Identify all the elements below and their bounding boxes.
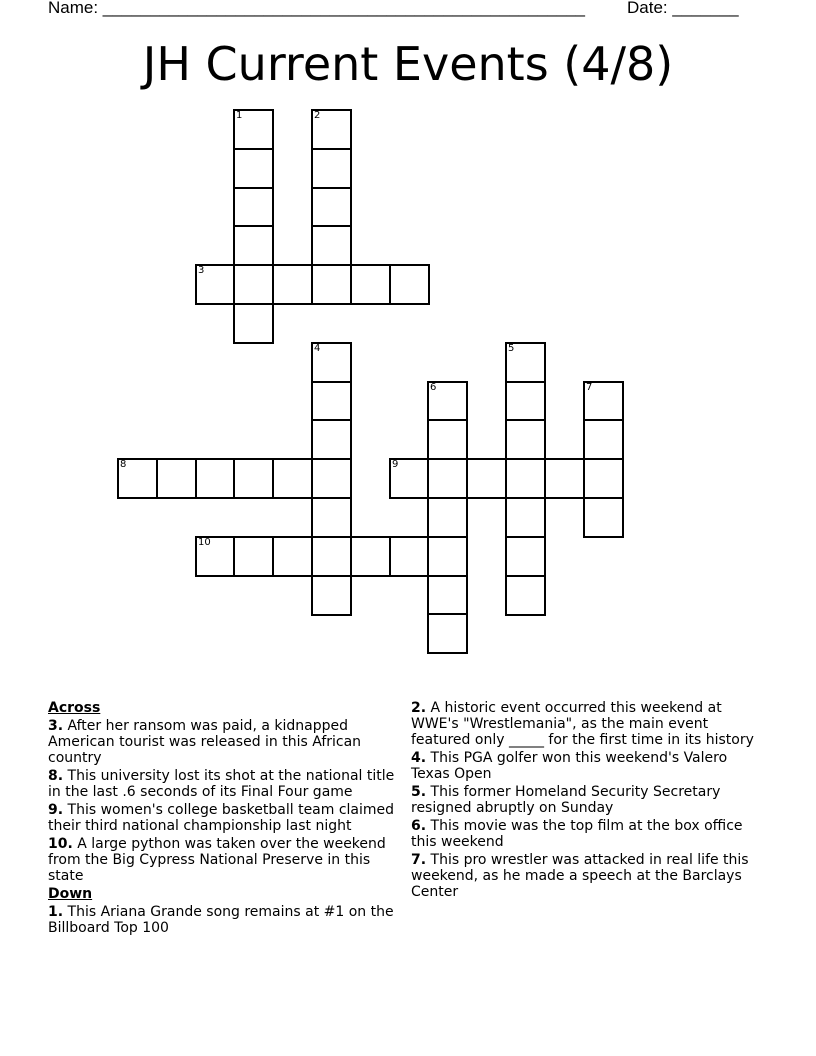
- across-heading: Across: [48, 700, 101, 716]
- clue-text: This former Homeland Security Secretary resigned abruptly on Sunday: [411, 784, 721, 816]
- clue-text: A large python was taken over the weekend from the Big Cypress National Preserve in this state: [48, 836, 386, 884]
- crossword-cell[interactable]: [233, 109, 274, 150]
- clue-down-5: [411, 784, 756, 816]
- clues-left-column: [48, 700, 408, 936]
- crossword-cell[interactable]: [195, 264, 236, 305]
- clue-text: This movie was the top film at the box office this weekend: [411, 818, 743, 850]
- crossword-cell[interactable]: [583, 381, 624, 422]
- clue-down-4: [411, 750, 756, 782]
- crossword-cell[interactable]: [233, 536, 274, 577]
- crossword-cell[interactable]: [233, 225, 274, 266]
- crossword-cell[interactable]: [427, 575, 468, 616]
- crossword-cell[interactable]: [389, 264, 430, 305]
- clue-down-7: [411, 852, 756, 900]
- crossword-cell[interactable]: [583, 458, 624, 499]
- crossword-cell[interactable]: [117, 458, 158, 499]
- crossword-cell[interactable]: [505, 575, 546, 616]
- crossword-cell[interactable]: [389, 536, 430, 577]
- clue-number-label: 9: [392, 459, 399, 470]
- crossword-cell[interactable]: [350, 264, 391, 305]
- clue-across-3: [48, 718, 408, 766]
- crossword-cell[interactable]: [233, 187, 274, 228]
- clue-number: 5.: [411, 784, 427, 800]
- crossword-cell[interactable]: [350, 536, 391, 577]
- crossword-cell[interactable]: [195, 458, 236, 499]
- clue-number-label: 5: [508, 343, 515, 354]
- clue-number: 4.: [411, 750, 427, 766]
- crossword-cell[interactable]: [427, 458, 468, 499]
- crossword-cell[interactable]: [427, 381, 468, 422]
- crossword-cell[interactable]: [311, 536, 352, 577]
- crossword-cell[interactable]: [311, 497, 352, 538]
- crossword-cell[interactable]: [505, 342, 546, 383]
- clues-right-column: [411, 700, 756, 900]
- clue-number: 2.: [411, 700, 427, 716]
- clue-across-10: [48, 836, 408, 884]
- crossword-cell[interactable]: [311, 419, 352, 460]
- clue-number-label: 1: [236, 110, 243, 121]
- crossword-cell[interactable]: [311, 381, 352, 422]
- crossword-cell[interactable]: [272, 536, 313, 577]
- clue-number-label: 2: [314, 110, 321, 121]
- clue-number-label: 10: [198, 537, 211, 548]
- clue-number: 10.: [48, 836, 73, 852]
- page-title: JH Current Events (4/8): [142, 37, 674, 91]
- clue-number-label: 4: [314, 343, 321, 354]
- crossword-cell[interactable]: [427, 419, 468, 460]
- crossword-cell[interactable]: [427, 497, 468, 538]
- clue-text: This Ariana Grande song remains at #1 on the Billboard Top 100: [48, 904, 394, 936]
- clue-down-2: [411, 700, 756, 748]
- crossword-cell[interactable]: [233, 303, 274, 344]
- crossword-cell[interactable]: [311, 148, 352, 189]
- clue-number-label: 7: [586, 382, 593, 393]
- clue-text: After her ransom was paid, a kidnapped American tourist was released in this African country: [48, 718, 362, 766]
- clue-number: 1.: [48, 904, 64, 920]
- clue-number-label: 8: [120, 459, 127, 470]
- crossword-cell[interactable]: [505, 381, 546, 422]
- crossword-cell[interactable]: [272, 458, 313, 499]
- crossword-cell[interactable]: [544, 458, 585, 499]
- crossword-cell[interactable]: [311, 458, 352, 499]
- crossword-cell[interactable]: [505, 497, 546, 538]
- clue-number: 3.: [48, 718, 64, 734]
- crossword-cell[interactable]: [233, 148, 274, 189]
- crossword-cell[interactable]: [311, 187, 352, 228]
- clue-number: 9.: [48, 802, 64, 818]
- crossword-cell[interactable]: [505, 419, 546, 460]
- clue-text: This PGA golfer won this weekend's Valero Texas Open: [411, 750, 728, 782]
- crossword-cell[interactable]: [505, 536, 546, 577]
- clue-text: This pro wrestler was attacked in real life this weekend, as he made a speech at the Barclays Center: [411, 852, 749, 900]
- clue-across-9: [48, 802, 408, 834]
- clue-number-label: 3: [198, 265, 205, 276]
- name-field-label: Name: ___________________________________________________: [48, 0, 585, 17]
- down-heading: Down: [48, 886, 93, 902]
- clue-number-label: 6: [430, 382, 437, 393]
- clue-number: 7.: [411, 852, 427, 868]
- clue-text: A historic event occurred this weekend at WWE's "Wrestlemania", as the main event featured only _____ for the first time in its history: [411, 700, 754, 748]
- crossword-cell[interactable]: [583, 419, 624, 460]
- crossword-cell[interactable]: [427, 536, 468, 577]
- crossword-cell[interactable]: [389, 458, 430, 499]
- crossword-cell[interactable]: [311, 225, 352, 266]
- crossword-cell[interactable]: [195, 536, 236, 577]
- crossword-cell[interactable]: [233, 264, 274, 305]
- crossword-cell[interactable]: [272, 264, 313, 305]
- clue-text: This university lost its shot at the national title in the last .6 seconds of its Final Four game: [48, 768, 395, 800]
- crossword-cell[interactable]: [311, 342, 352, 383]
- crossword-cell[interactable]: [466, 458, 507, 499]
- crossword-cell[interactable]: [156, 458, 197, 499]
- clue-text: This women's college basketball team claimed their third national championship last night: [48, 802, 395, 834]
- date-field-label: Date: _______: [627, 0, 739, 17]
- crossword-cell[interactable]: [233, 458, 274, 499]
- crossword-cell[interactable]: [427, 613, 468, 654]
- clue-down-1: [48, 904, 408, 936]
- clue-across-8: [48, 768, 408, 800]
- clue-down-6: [411, 818, 756, 850]
- crossword-cell[interactable]: [583, 497, 624, 538]
- clue-number: 6.: [411, 818, 427, 834]
- crossword-cell[interactable]: [311, 575, 352, 616]
- clue-number: 8.: [48, 768, 64, 784]
- crossword-cell[interactable]: [311, 264, 352, 305]
- crossword-cell[interactable]: [311, 109, 352, 150]
- crossword-cell[interactable]: [505, 458, 546, 499]
